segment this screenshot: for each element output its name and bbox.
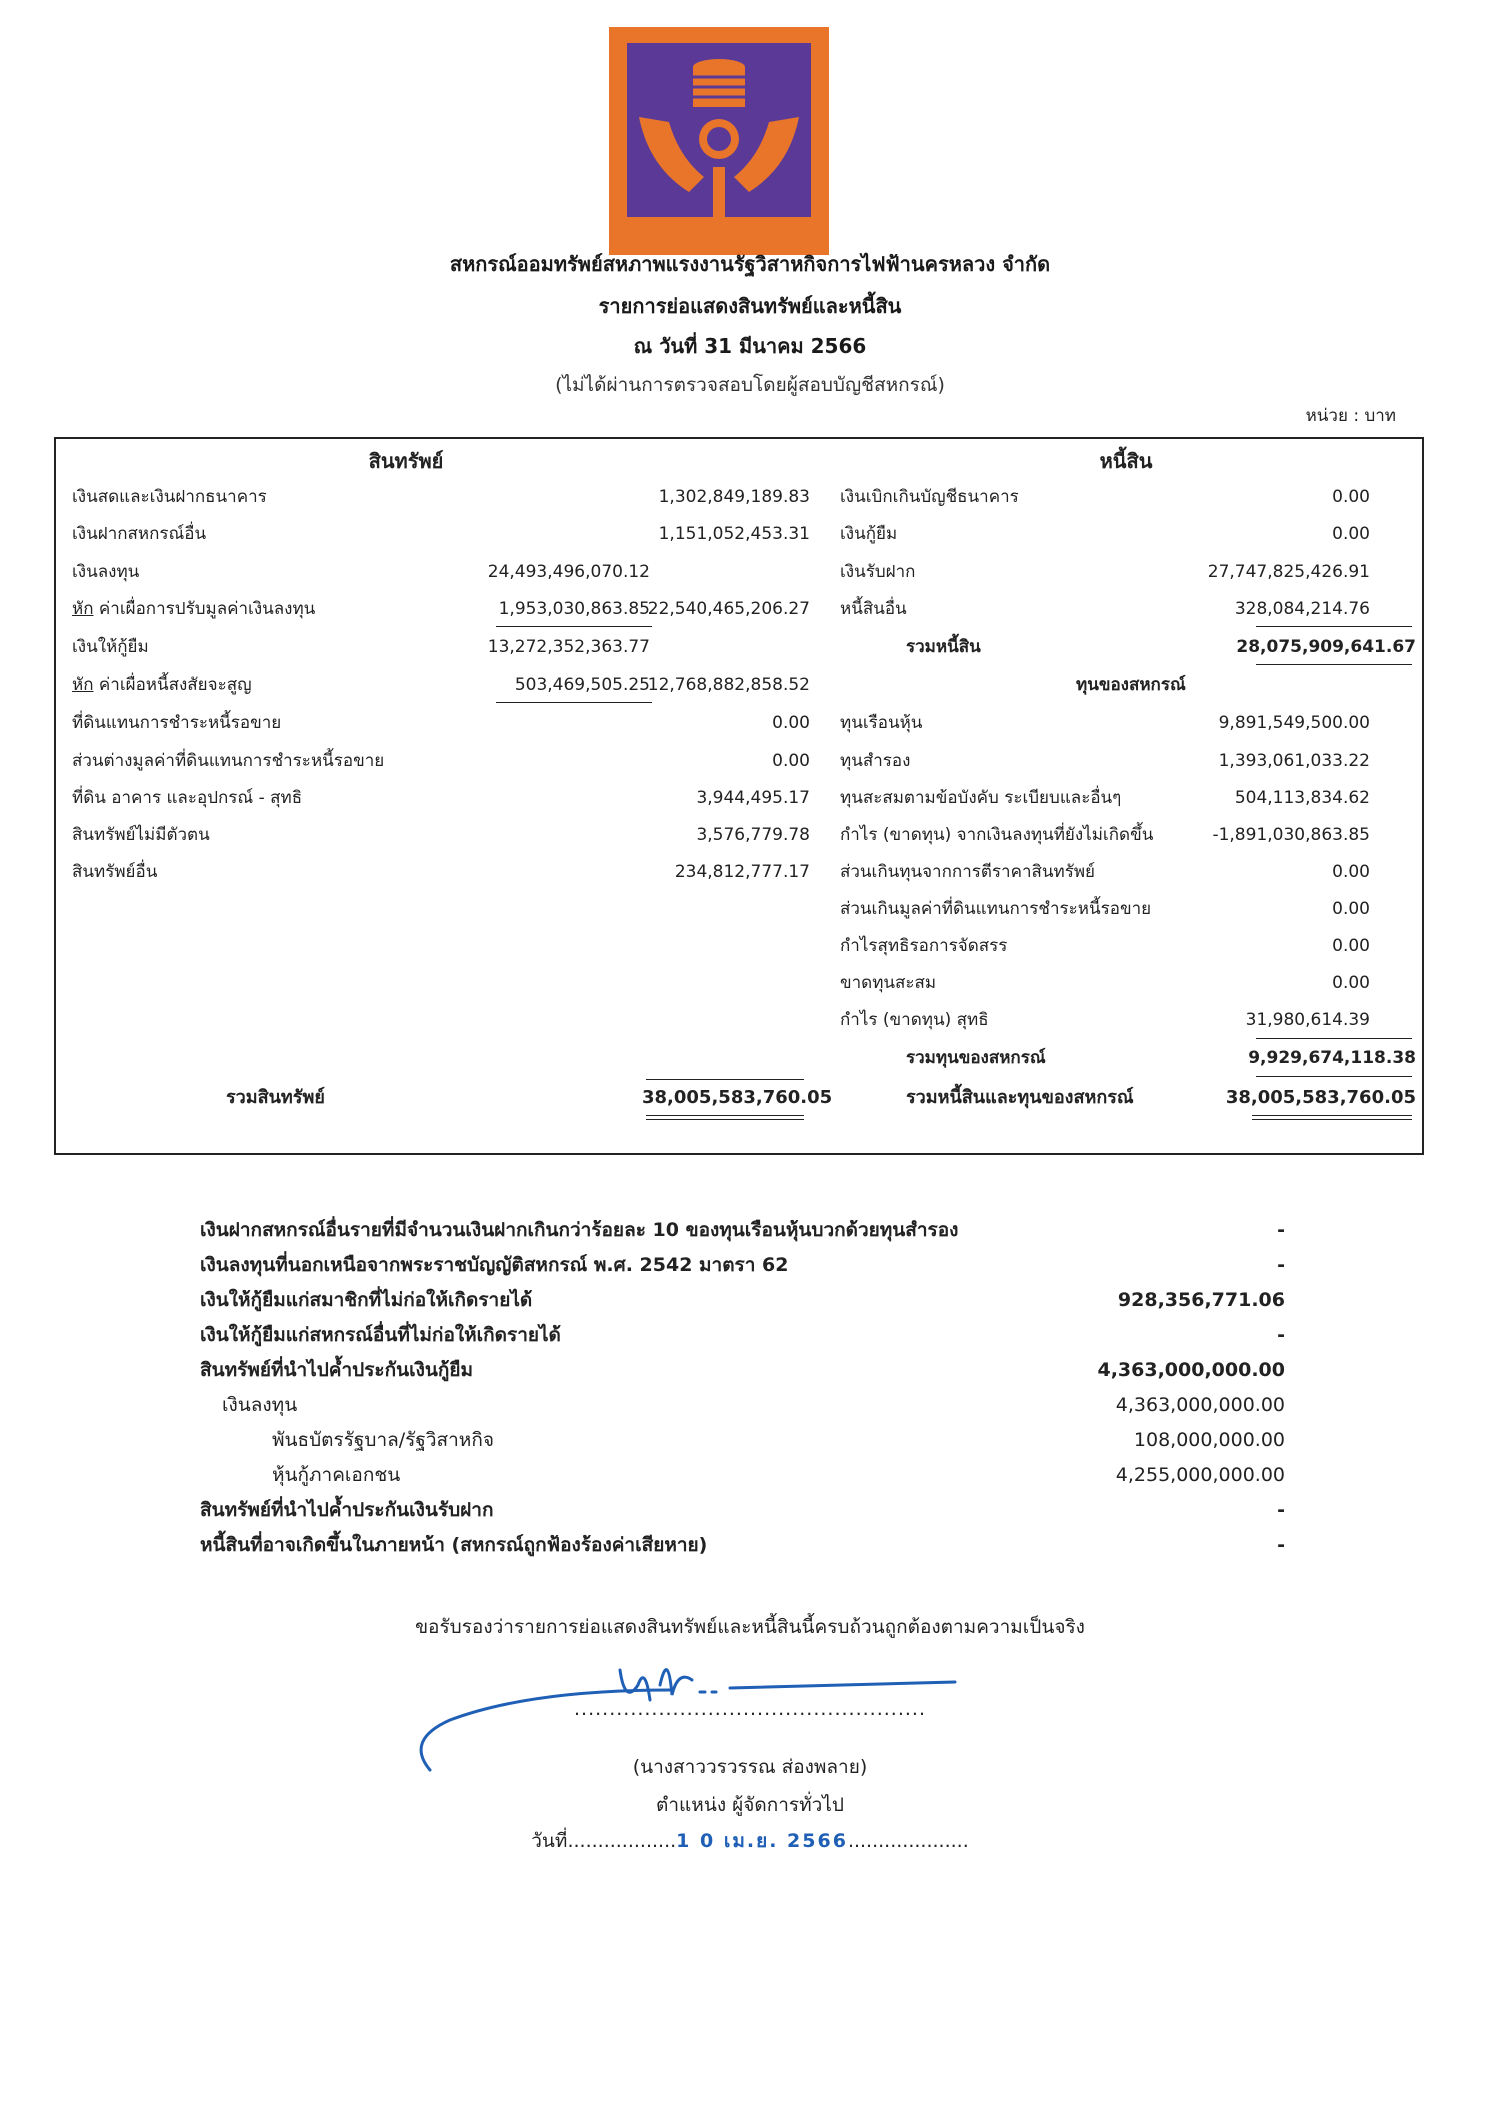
org-name: สหกรณ์ออมทรัพย์สหภาพแรงงานรัฐวิสาหกิจการไฟฟ้านครหลวง จำกัด [449,252,1051,276]
grand-total-label: รวมหนี้สินและทุนของสหกรณ์ [906,1087,1134,1108]
equity-label: ส่วนเกินทุนจากการตีราคาสินทรัพย์ [840,862,1095,882]
assets-total-label: รวมสินทรัพย์ [226,1087,325,1108]
asset-amount: 12,768,882,858.52 [647,675,810,695]
footnote-amount: - [1277,1499,1285,1521]
liability-amount: 0.00 [1332,524,1370,544]
equity-amount: 0.00 [1332,899,1370,919]
unit-label: หน่วย : บาท [1305,406,1396,426]
asset-amount: 3,944,495.17 [696,788,810,808]
liabilities-total-label: รวมหนี้สิน [906,637,981,657]
asset-label: ค่าเผื่อการปรับมูลค่าเงินลงทุน [93,599,316,619]
audit-note: (ไม่ได้ผ่านการตรวจสอบโดยผู้สอบบัญชีสหกรณ์) [555,374,945,396]
asset-amount: 1,151,052,453.31 [658,524,810,544]
liabilities-total: 28,075,909,641.67 [1236,637,1416,657]
asset-label: ค่าเผื่อหนี้สงสัยจะสูญ [93,675,252,695]
footnote-label: เงินให้กู้ยืมแก่สหกรณ์อื่นที่ไม่ก่อให้เกิดรายได้ [200,1324,561,1346]
asset-label: เงินลงทุน [72,562,140,582]
asset-label: ส่วนต่างมูลค่าที่ดินแทนการชำระหนี้รอขาย [72,751,385,771]
double-rule-2 [646,1119,804,1120]
footnote-amount: 928,356,771.06 [1117,1289,1285,1311]
equity-label: กำไร (ขาดทุน) สุทธิ [840,1010,989,1030]
equity-amount: 0.00 [1332,936,1370,956]
equity-amount: 0.00 [1332,973,1370,993]
date-stamp: 1 0 เม.ย. 2566 [676,1830,848,1852]
asset-label: ที่ดินแทนการชำระหนี้รอขาย [72,713,282,733]
footnote-label: สินทรัพย์ที่นำไปค้ำประกันเงินกู้ยืม [200,1359,474,1381]
asset-subamount: 24,493,496,070.12 [487,562,650,582]
assets-total: 38,005,583,760.05 [642,1087,833,1108]
equity-total-label: รวมทุนของสหกรณ์ [906,1048,1046,1068]
footnote-label: หุ้นกู้ภาคเอกชน [272,1464,401,1486]
equity-amount: -1,891,030,863.85 [1212,825,1370,845]
liability-label: เงินเบิกเกินบัญชีธนาคาร [840,487,1019,507]
subtotal-rule [496,702,652,703]
asset-amount: 3,576,779.78 [696,825,810,845]
total-rule [1256,1076,1412,1077]
date-dots-left: .................. [567,1830,677,1852]
footnote-label: เงินลงทุน [222,1394,298,1416]
asset-label: เงินฝากสหกรณ์อื่น [72,524,207,544]
equity-amount: 1,393,061,033.22 [1218,751,1370,771]
equity-label: ทุนสำรอง [840,751,911,771]
total-rule [1256,664,1412,665]
liability-label: เงินกู้ยืม [840,524,898,544]
footnote-amount: - [1277,1534,1285,1556]
footnote-label: พันธบัตรรัฐบาล/รัฐวิสาหกิจ [272,1429,494,1451]
assets-heading: สินทรัพย์ [368,449,444,473]
less-prefix: หัก [72,599,94,619]
equity-label: ทุนเรือนหุ้น [840,713,923,733]
footnote-row [200,1353,1285,1387]
asset-amount: 22,540,465,206.27 [647,599,810,619]
equity-amount: 9,891,549,500.00 [1218,713,1370,733]
footnote-label: เงินฝากสหกรณ์อื่นรายที่มีจำนวนเงินฝากเกินกว่าร้อยละ 10 ของทุนเรือนหุ้นบวกด้วยทุนสำรอง [200,1219,959,1241]
asset-subamount: 1,953,030,863.85 [498,599,650,619]
cooperative-logo [609,27,829,255]
footnote-row [200,1528,1285,1562]
grand-total: 38,005,583,760.05 [1225,1087,1416,1108]
certification-statement: ขอรับรองว่ารายการย่อแสดงสินทรัพย์และหนี้สินนี้ครบถ้วนถูกต้องตามความเป็นจริง [415,1616,1085,1638]
asset-label: สินทรัพย์อื่น [72,862,158,882]
equity-amount: 504,113,834.62 [1234,788,1370,808]
equity-label: กำไร (ขาดทุน) จากเงินลงทุนที่ยังไม่เกิดขึ้น [840,825,1154,845]
subtotal-rule [496,626,652,627]
asset-label: สินทรัพย์ไม่มีตัวตน [72,825,210,845]
asset-label: ที่ดิน อาคาร และอุปกรณ์ - สุทธิ [72,788,303,808]
subtotal-rule [1256,626,1412,627]
statement-title: รายการย่อแสดงสินทรัพย์และหนี้สิน [598,294,902,318]
equity-label: ทุนสะสมตามข้อบังคับ ระเบียบและอื่นๆ [840,788,1122,808]
footnote-row [200,1213,1285,1247]
asset-amount: 0.00 [772,751,810,771]
equity-label: ส่วนเกินมูลค่าที่ดินแทนการชำระหนี้รอขาย [840,899,1152,919]
total-rule [646,1079,804,1080]
less-prefix: หัก [72,675,94,695]
footnote-amount: 4,255,000,000.00 [1115,1464,1285,1486]
date-prefix: วันที่ [531,1830,568,1852]
footnote-row [200,1283,1285,1317]
footnote-amount: 4,363,000,000.00 [1115,1394,1285,1416]
equity-label: ขาดทุนสะสม [840,973,937,993]
liability-amount: 27,747,825,426.91 [1207,562,1370,582]
asset-label: เงินให้กู้ยืม [72,637,149,657]
asset-subamount: 503,469,505.25 [514,675,650,695]
date-dots-right: .................... [847,1830,969,1852]
equity-amount: 0.00 [1332,862,1370,882]
asset-amount: 234,812,777.17 [674,862,810,882]
balance-sheet-box [54,437,1424,1155]
footnote-label: เงินลงทุนที่นอกเหนือจากพระราชบัญญัติสหกรณ์ พ.ศ. 2542 มาตรา 62 [200,1254,789,1276]
statement-date: ณ วันที่ 31 มีนาคม 2566 [633,334,867,358]
footnote-row [200,1458,1285,1492]
footnote-amount: 4,363,000,000.00 [1097,1359,1285,1381]
equity-total: 9,929,674,118.38 [1248,1048,1416,1068]
footnote-amount: 108,000,000.00 [1133,1429,1285,1451]
footnote-row [200,1388,1285,1422]
double-rule-1 [1252,1115,1412,1116]
equity-amount: 31,980,614.39 [1245,1010,1370,1030]
footnote-amount: - [1277,1219,1285,1241]
signature-date-line [0,1826,1500,1856]
footnote-amount: - [1277,1254,1285,1276]
signer-position: ตำแหน่ง ผู้จัดการทั่วไป [656,1794,844,1816]
asset-label: เงินสดและเงินฝากธนาคาร [72,487,267,507]
signer-name: (นางสาววรวรรณ ส่องพลาย) [632,1756,868,1778]
footnote-row [200,1423,1285,1457]
liability-label: เงินรับฝาก [840,562,916,582]
subtotal-rule [1256,1038,1412,1039]
asset-amount: 0.00 [772,713,810,733]
equity-heading: ทุนของสหกรณ์ [1076,675,1186,695]
asset-amount: 1,302,849,189.83 [658,487,810,507]
asset-subamount: 13,272,352,363.77 [487,637,650,657]
liability-label: หนี้สินอื่น [840,599,907,619]
footnote-amount: - [1277,1324,1285,1346]
footnote-row [200,1248,1285,1282]
liability-amount: 0.00 [1332,487,1370,507]
footnote-label: หนี้สินที่อาจเกิดขึ้นในภายหน้า (สหกรณ์ถูกฟ้องร้องค่าเสียหาย) [200,1534,708,1556]
liability-amount: 328,084,214.76 [1234,599,1370,619]
equity-label: กำไรสุทธิรอการจัดสรร [840,936,1008,956]
footnote-label: สินทรัพย์ที่นำไปค้ำประกันเงินรับฝาก [200,1499,494,1521]
footnote-label: เงินให้กู้ยืมแก่สมาชิกที่ไม่ก่อให้เกิดรายได้ [200,1289,533,1311]
footnote-row [200,1493,1285,1527]
double-rule-2 [1252,1119,1412,1120]
signature-dots: .................................................. [574,1698,926,1720]
footnote-row [200,1318,1285,1352]
double-rule-1 [646,1115,804,1116]
liabilities-heading: หนี้สิน [1099,449,1153,473]
